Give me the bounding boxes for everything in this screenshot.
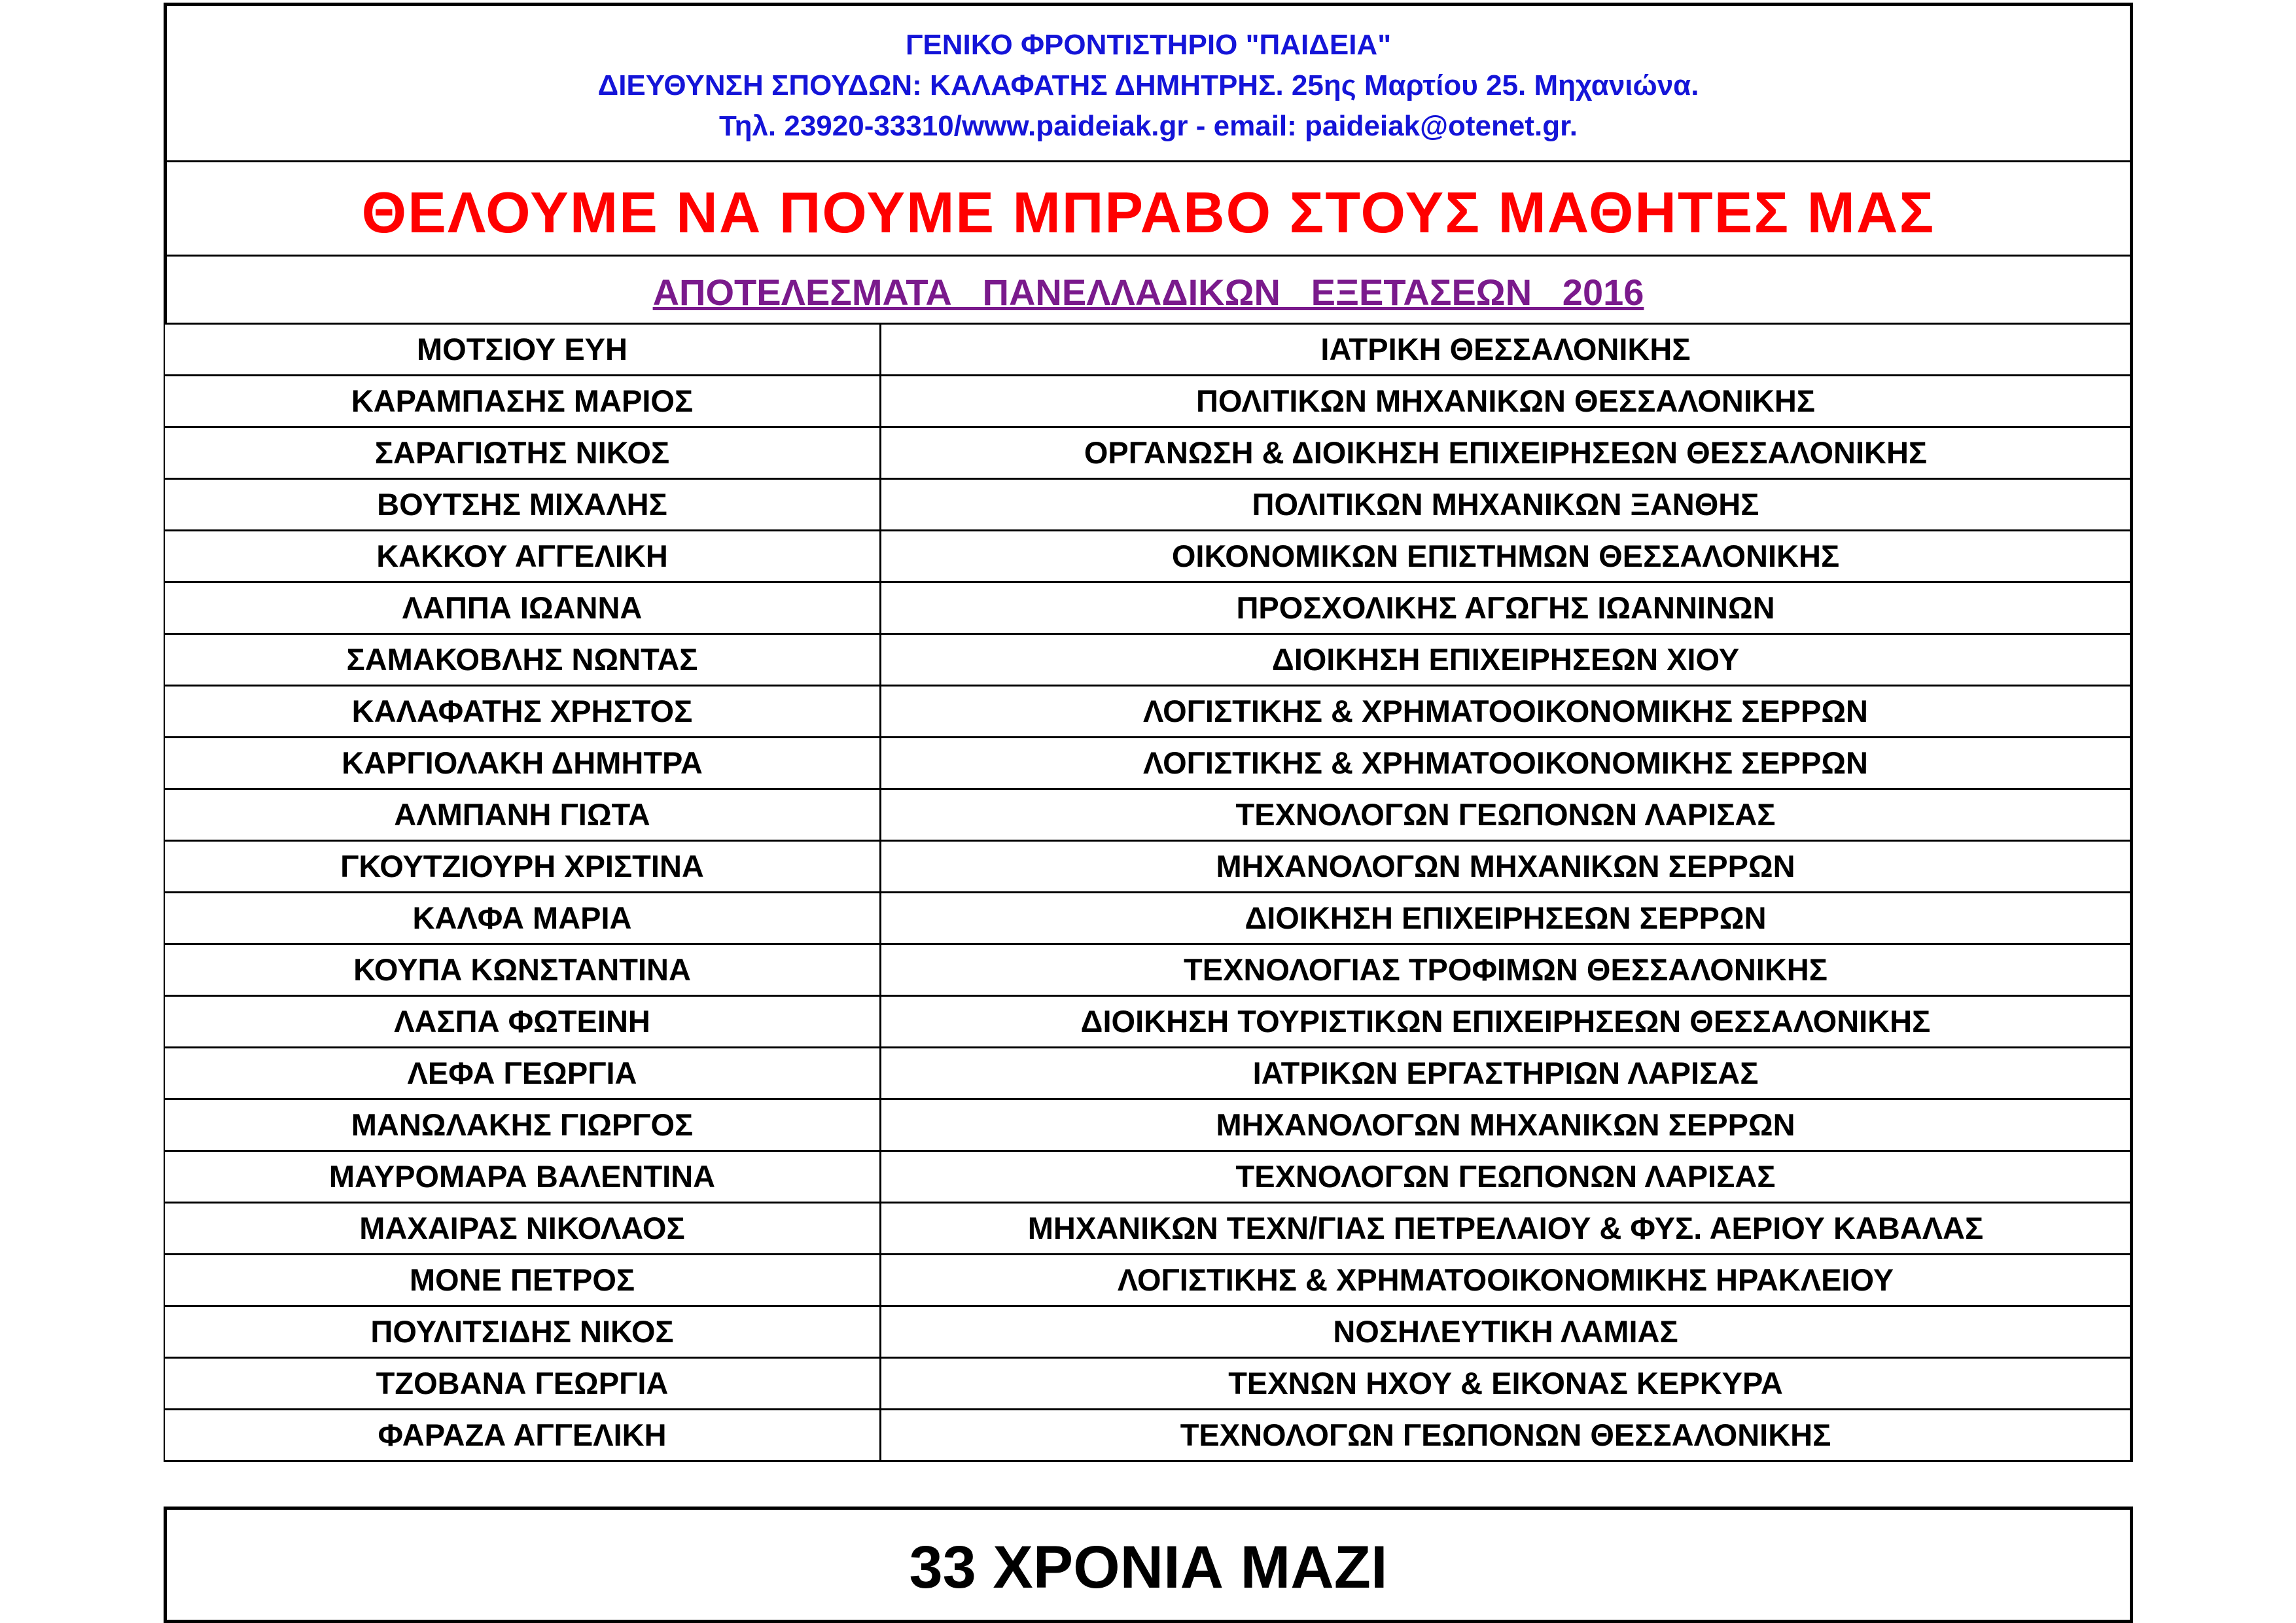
school-contact: Τηλ. 23920-33310/www.paideiak.gr - email: paideiak@otenet.gr.	[718, 110, 1578, 142]
admitted-school: ΤΕΧΝΟΛΟΓΩΝ ΓΕΩΠΟΝΩΝ ΘΕΣΣΑΛΟΝΙΚΗΣ	[881, 1410, 2132, 1461]
admitted-school: ΙΑΤΡΙΚΗ ΘΕΣΣΑΛΟΝΙΚΗΣ	[881, 324, 2132, 376]
table-row	[164, 686, 2132, 738]
admitted-school: ΔΙΟΙΚΗΣΗ ΤΟΥΡΙΣΤΙΚΩΝ ΕΠΙΧΕΙΡΗΣΕΩΝ ΘΕΣΣΑΛΟΝΙΚΗΣ	[881, 996, 2132, 1048]
table-row	[164, 789, 2132, 841]
footer-box	[164, 1507, 2133, 1623]
student-name: ΣΑΡΑΓΙΩΤΗΣ ΝΙΚΟΣ	[164, 427, 881, 479]
admitted-school: ΜΗΧΑΝΟΛΟΓΩΝ ΜΗΧΑΝΙΚΩΝ ΣΕΡΡΩΝ	[881, 1099, 2132, 1151]
admitted-school: ΔΙΟΙΚΗΣΗ ΕΠΙΧΕΙΡΗΣΕΩΝ ΣΕΡΡΩΝ	[881, 893, 2132, 944]
table-row	[164, 1203, 2132, 1255]
student-name: ΚΑΡΓΙΟΛΑΚΗ ΔΗΜΗΤΡΑ	[164, 738, 881, 789]
student-name: ΜΑΧΑΙΡΑΣ ΝΙΚΟΛΑΟΣ	[164, 1203, 881, 1255]
results-title: ΑΠΟΤΕΛΕΣΜΑΤΑ ΠΑΝΕΛΛΑΔΙΚΩΝ ΕΞΕΤΑΣΕΩΝ 2016	[652, 272, 1644, 313]
table-row	[164, 376, 2132, 427]
table-row	[164, 582, 2132, 634]
table-row	[164, 479, 2132, 531]
student-name: ΜΟΝΕ ΠΕΤΡΟΣ	[164, 1255, 881, 1306]
admitted-school: ΛΟΓΙΣΤΙΚΗΣ & ΧΡΗΜΑΤΟΟΙΚΟΝΟΜΙΚΗΣ ΣΕΡΡΩΝ	[881, 686, 2132, 738]
admitted-school: ΔΙΟΙΚΗΣΗ ΕΠΙΧΕΙΡΗΣΕΩΝ ΧΙΟΥ	[881, 634, 2132, 686]
student-name: ΚΑΚΚΟΥ ΑΓΓΕΛΙΚΗ	[164, 531, 881, 582]
table-row	[164, 1099, 2132, 1151]
school-name: ΓΕΝΙΚΟ ΦΡΟΝΤΙΣΤΗΡΙΟ "ΠΑΙΔΕΙΑ"	[905, 29, 1392, 61]
headline-divider	[167, 255, 2130, 257]
school-address: ΔΙΕΥΘΥΝΣΗ ΣΠΟΥΔΩΝ: ΚΑΛΑΦΑΤΗΣ ΔΗΜΗΤΡΗΣ. 25ης Μαρτίου 25. Μηχανιώνα.	[597, 69, 1699, 101]
admitted-school: ΠΟΛΙΤΙΚΩΝ ΜΗΧΑΝΙΚΩΝ ΘΕΣΣΑΛΟΝΙΚΗΣ	[881, 376, 2132, 427]
admitted-school: ΤΕΧΝΟΛΟΓΩΝ ΓΕΩΠΟΝΩΝ ΛΑΡΙΣΑΣ	[881, 789, 2132, 841]
table-row	[164, 1255, 2132, 1306]
admitted-school: ΤΕΧΝΟΛΟΓΩΝ ΓΕΩΠΟΝΩΝ ΛΑΡΙΣΑΣ	[881, 1151, 2132, 1203]
table-row	[164, 1358, 2132, 1410]
table-row	[164, 324, 2132, 376]
table-row	[164, 1306, 2132, 1358]
footer-slogan: 33 ΧΡΟΝΙΑ ΜΑΖΙ	[909, 1534, 1388, 1601]
admitted-school: ΜΗΧΑΝΟΛΟΓΩΝ ΜΗΧΑΝΙΚΩΝ ΣΕΡΡΩΝ	[881, 841, 2132, 893]
students-table	[164, 323, 2133, 1462]
student-name: ΒΟΥΤΣΗΣ ΜΙΧΑΛΗΣ	[164, 479, 881, 531]
admitted-school: ΛΟΓΙΣΤΙΚΗΣ & ΧΡΗΜΑΤΟΟΙΚΟΝΟΜΙΚΗΣ ΣΕΡΡΩΝ	[881, 738, 2132, 789]
admitted-school: ΛΟΓΙΣΤΙΚΗΣ & ΧΡΗΜΑΤΟΟΙΚΟΝΟΜΙΚΗΣ ΗΡΑΚΛΕΙΟΥ	[881, 1255, 2132, 1306]
admitted-school: ΤΕΧΝΟΛΟΓΙΑΣ ΤΡΟΦΙΜΩΝ ΘΕΣΣΑΛΟΝΙΚΗΣ	[881, 944, 2132, 996]
table-row	[164, 944, 2132, 996]
table-row	[164, 996, 2132, 1048]
headline: ΘΕΛΟΥΜΕ ΝΑ ΠΟΥΜΕ ΜΠΡΑΒΟ ΣΤΟΥΣ ΜΑΘΗΤΕΣ ΜΑΣ	[361, 180, 1935, 245]
table-row	[164, 1151, 2132, 1203]
admitted-school: ΜΗΧΑΝΙΚΩΝ ΤΕΧΝ/ΓΙΑΣ ΠΕΤΡΕΛΑΙΟΥ & ΦΥΣ. ΑΕΡΙΟΥ ΚΑΒΑΛΑΣ	[881, 1203, 2132, 1255]
student-name: ΚΟΥΠΑ ΚΩΝΣΤΑΝΤΙΝΑ	[164, 944, 881, 996]
student-name: ΛΕΦΑ ΓΕΩΡΓΙΑ	[164, 1048, 881, 1099]
table-row	[164, 738, 2132, 789]
table-row	[164, 634, 2132, 686]
student-name: ΜΑΝΩΛΑΚΗΣ ΓΙΩΡΓΟΣ	[164, 1099, 881, 1151]
table-row	[164, 1410, 2132, 1461]
admitted-school: ΝΟΣΗΛΕΥΤΙΚΗ ΛΑΜΙΑΣ	[881, 1306, 2132, 1358]
admitted-school: ΠΟΛΙΤΙΚΩΝ ΜΗΧΑΝΙΚΩΝ ΞΑΝΘΗΣ	[881, 479, 2132, 531]
table-row	[164, 841, 2132, 893]
student-name: ΛΑΣΠΑ ΦΩΤΕΙΝΗ	[164, 996, 881, 1048]
admitted-school: ΠΡΟΣΧΟΛΙΚΗΣ ΑΓΩΓΗΣ ΙΩΑΝΝΙΝΩΝ	[881, 582, 2132, 634]
table-row	[164, 531, 2132, 582]
header-divider	[167, 160, 2130, 162]
student-name: ΤΖΟΒΑΝΑ ΓΕΩΡΓΙΑ	[164, 1358, 881, 1410]
table-row	[164, 893, 2132, 944]
student-name: ΜΟΤΣΙΟΥ ΕΥΗ	[164, 324, 881, 376]
table-row	[164, 427, 2132, 479]
student-name: ΚΑΛΑΦΑΤΗΣ ΧΡΗΣΤΟΣ	[164, 686, 881, 738]
admitted-school: ΟΙΚΟΝΟΜΙΚΩΝ ΕΠΙΣΤΗΜΩΝ ΘΕΣΣΑΛΟΝΙΚΗΣ	[881, 531, 2132, 582]
student-name: ΜΑΥΡΟΜΑΡΑ ΒΑΛΕΝΤΙΝΑ	[164, 1151, 881, 1203]
student-name: ΛΑΠΠΑ ΙΩΑΝΝΑ	[164, 582, 881, 634]
student-name: ΚΑΡΑΜΠΑΣΗΣ ΜΑΡΙΟΣ	[164, 376, 881, 427]
admitted-school: ΤΕΧΝΩΝ ΗΧΟΥ & ΕΙΚΟΝΑΣ ΚΕΡΚΥΡΑ	[881, 1358, 2132, 1410]
admitted-school: ΟΡΓΑΝΩΣΗ & ΔΙΟΙΚΗΣΗ ΕΠΙΧΕΙΡΗΣΕΩΝ ΘΕΣΣΑΛΟΝΙΚΗΣ	[881, 427, 2132, 479]
table-row	[164, 1048, 2132, 1099]
admitted-school: ΙΑΤΡΙΚΩΝ ΕΡΓΑΣΤΗΡΙΩΝ ΛΑΡΙΣΑΣ	[881, 1048, 2132, 1099]
student-name: ΑΛΜΠΑΝΗ ΓΙΩΤΑ	[164, 789, 881, 841]
results-sheet	[164, 0, 2133, 1623]
student-name: ΠΟΥΛΙΤΣΙΔΗΣ ΝΙΚΟΣ	[164, 1306, 881, 1358]
student-name: ΓΚΟΥΤΖΙΟΥΡΗ ΧΡΙΣΤΙΝΑ	[164, 841, 881, 893]
student-name: ΦΑΡΑΖΑ ΑΓΓΕΛΙΚΗ	[164, 1410, 881, 1461]
student-name: ΚΑΛΦΑ ΜΑΡΙΑ	[164, 893, 881, 944]
header-box	[164, 3, 2133, 323]
student-name: ΣΑΜΑΚΟΒΛΗΣ ΝΩΝΤΑΣ	[164, 634, 881, 686]
